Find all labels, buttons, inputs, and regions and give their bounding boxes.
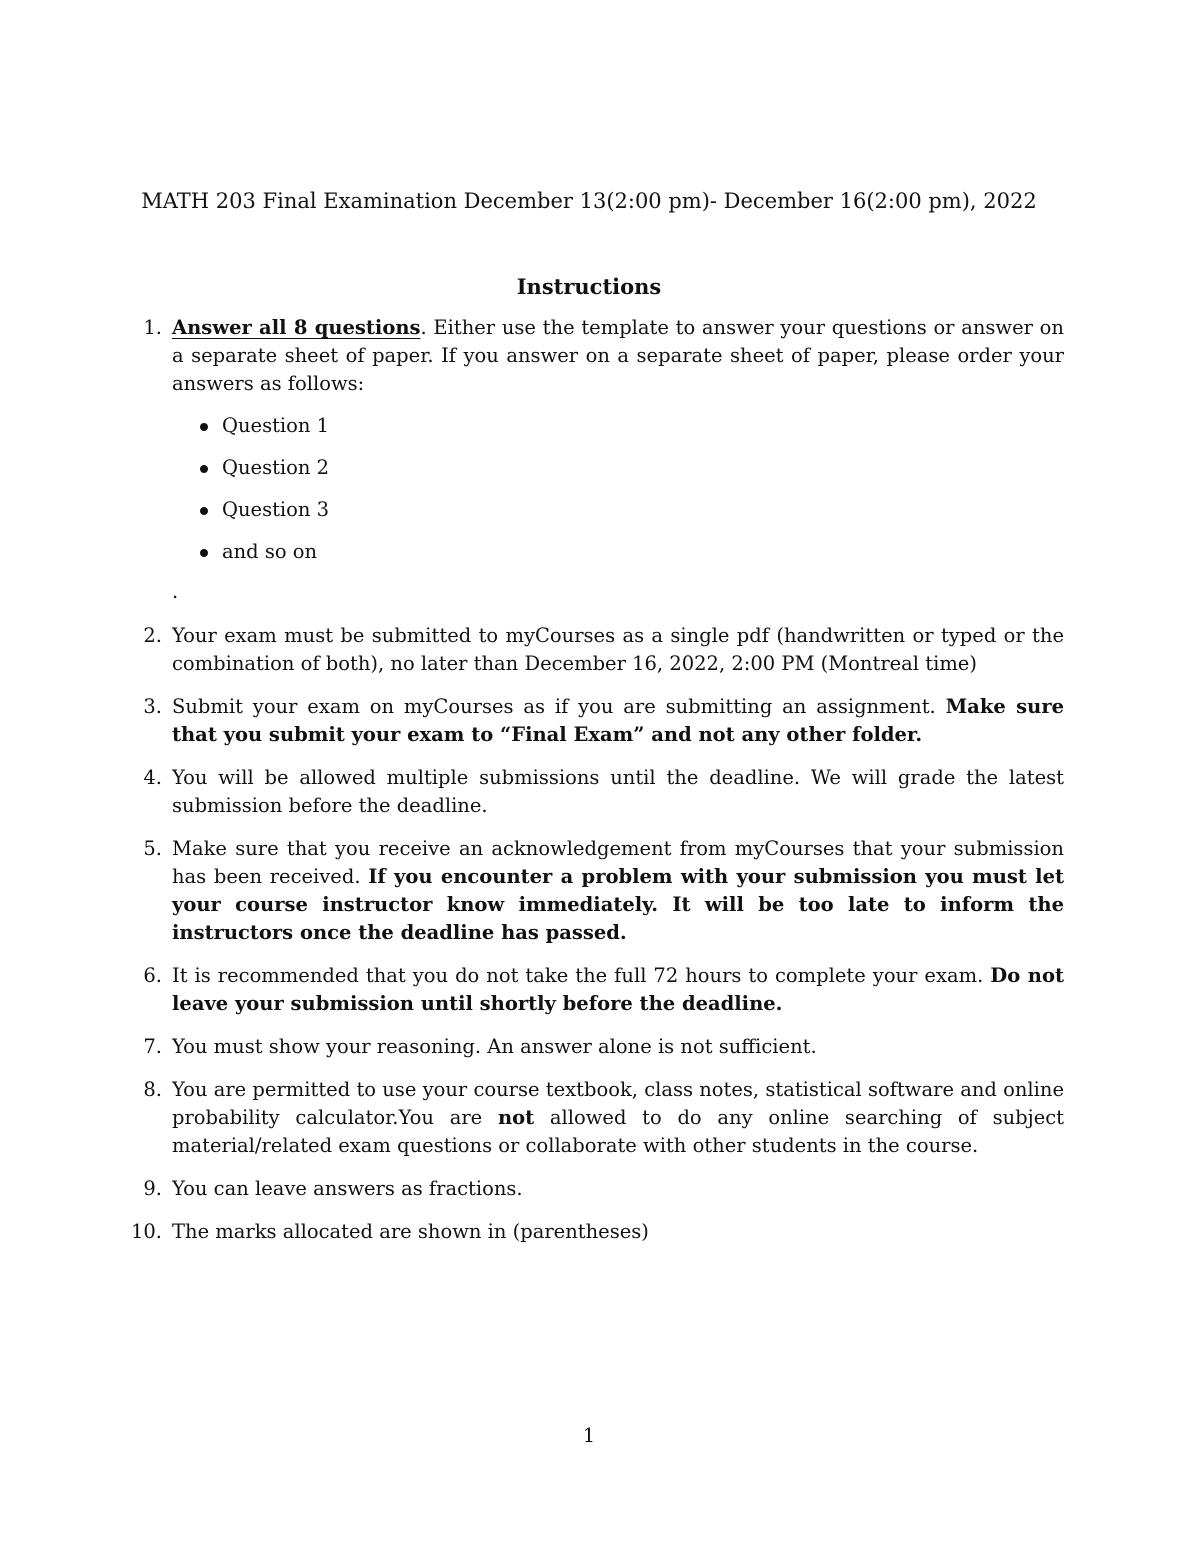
page-number: 1 (582, 1424, 596, 1447)
item-emphasis: Make sure that you submit your exam to “Final Exam” and not any other folder. (172, 695, 1064, 746)
item-number: 10. (130, 1220, 162, 1243)
item-text: Make sure that you receive an acknowledgement from myCourses that your submission has been received. (172, 837, 1064, 888)
bullet-icon (200, 423, 208, 431)
page-title: MATH 203 Final Examination December 13(2:00 pm)- December 16(2:00 pm), 2022 (141, 189, 1037, 213)
item-emphasis: Answer all 8 questions (172, 316, 421, 339)
item-emphasis: If you encounter a problem with your submission you must let your course instructor know immediately. It will be too late to inform the instructors once the deadline has passed. (172, 865, 1064, 944)
list-item-10 (0, 1218, 1064, 1246)
item-text-continued: allowed to do any online searching of subject material/related exam questions or collaborate with other students in the course. (172, 1106, 1064, 1157)
item-emphasis: not (497, 1106, 535, 1129)
item-text: You can leave answers as fractions. (172, 1177, 523, 1200)
trailing-period: . (172, 580, 179, 603)
item-number: 6. (143, 964, 162, 987)
list-item-2 (0, 622, 1064, 678)
item-number: 3. (143, 695, 162, 718)
bullet-icon (200, 465, 208, 473)
list-item-3 (0, 693, 1064, 749)
bullet-item: and so on (172, 538, 1064, 566)
item-number: 4. (143, 766, 162, 789)
answer-order-list (172, 412, 1064, 566)
list-item-5 (0, 835, 1064, 947)
instructions-heading: Instructions (516, 274, 662, 299)
item-text: You must show your reasoning. An answer alone is not sufficient. (172, 1035, 817, 1058)
bullet-item: Question 1 (172, 412, 1064, 440)
item-number: 1. (143, 316, 162, 339)
item-text: Submit your exam on myCourses as if you are submitting an assignment. (172, 695, 946, 718)
item-text: You are permitted to use your course textbook, class notes, statistical software and online probability calculator.You are (172, 1078, 1064, 1129)
item-number: 8. (143, 1078, 162, 1101)
item-number: 7. (143, 1035, 162, 1058)
item-text: Your exam must be submitted to myCourses as a single pdf (handwritten or typed or the combination of both), no later than December 16, 2022, 2:00 PM (Montreal time) (172, 624, 1064, 675)
item-text: . Either use the template to answer your questions or answer on a separate sheet of paper. If you answer on a separate sheet of paper, please order your answers as follows: (172, 316, 1064, 395)
item-text: It is recommended that you do not take the full 72 hours to complete your exam. (172, 964, 991, 987)
instructions-list (0, 314, 1200, 1246)
bullet-item: Question 2 (172, 454, 1064, 482)
list-item-9 (0, 1175, 1064, 1203)
item-text: The marks allocated are shown in (parentheses) (172, 1220, 649, 1243)
list-item-7 (0, 1033, 1064, 1061)
item-text: You will be allowed multiple submissions until the deadline. We will grade the latest submission before the deadline. (172, 766, 1064, 817)
bullet-icon (200, 507, 208, 515)
item-number: 5. (143, 837, 162, 860)
bullet-item: Question 3 (172, 496, 1064, 524)
list-item-6 (0, 962, 1064, 1018)
list-item-8 (0, 1076, 1064, 1160)
item-number: 9. (143, 1177, 162, 1200)
list-item-1 (0, 314, 1064, 608)
list-item-4 (0, 764, 1064, 820)
item-number: 2. (143, 624, 162, 647)
item-emphasis: Do not leave your submission until shortly before the deadline. (172, 964, 1064, 1015)
bullet-icon (200, 549, 208, 557)
